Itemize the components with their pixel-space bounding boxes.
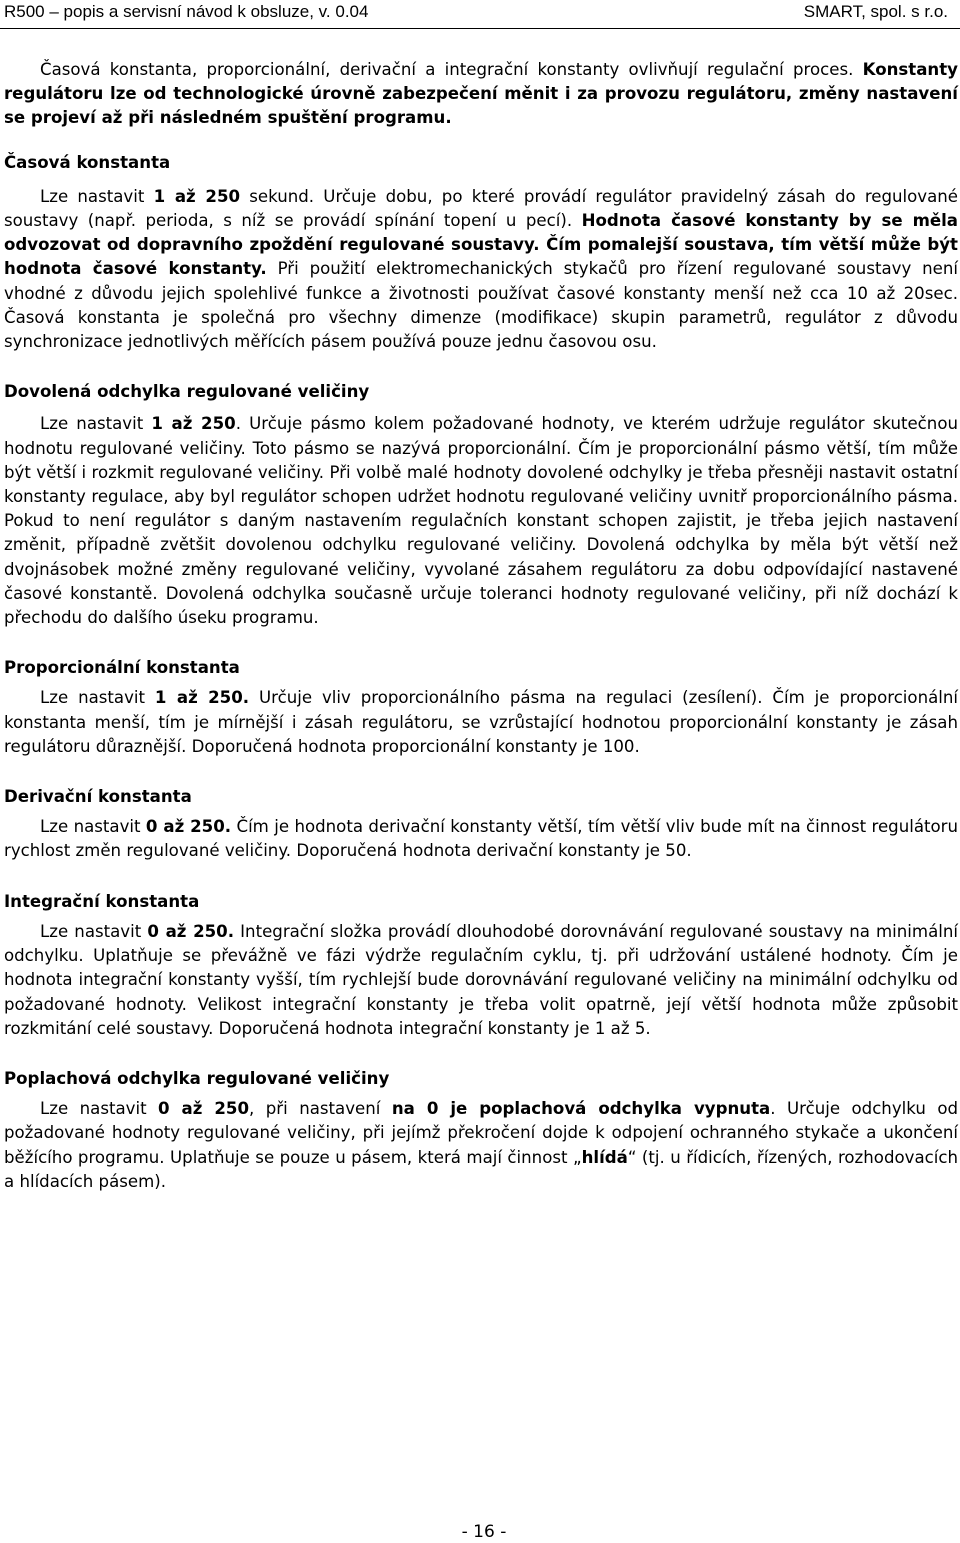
- intro-text: Časová konstanta, proporcionální, derivační a integrační konstanty ovlivňují regulační proces.: [40, 60, 854, 79]
- section-body-integral-constant: [4, 920, 958, 1041]
- page-number: - 16 -: [461, 1522, 507, 1542]
- text-run: Integrační složka provádí dlouhodobé dorovnávání regulované soustavy na minimální odchylku. Uplatňuje se převážně ve fázi výdrže regulačním cyklu, tj. při udržování ustálené hodnoty. Čím je hodnota integrační konstanty vyšší, tím rychlejší bude dorovnávání regulované veličiny na minimální odchylku od požadované hodnoty. Velikost integrační konstanty je třeba volit opatrně, její větší hodnota může způsobit rozkmitání celé soustavy. Doporučená hodnota integrační konstanty je 1 až 5.: [4, 921, 958, 1038]
- value-range: 1 až 250.: [154, 688, 250, 708]
- page-footer: [0, 1522, 960, 1542]
- section-title-integral-constant: Integrační konstanta: [4, 891, 200, 911]
- section-body-alarm-deviation: [4, 1097, 958, 1194]
- header-rule: [0, 28, 960, 29]
- section-title-alarm-deviation: Poplachová odchylka regulované veličiny: [4, 1068, 390, 1088]
- text-run: Lze nastavit: [40, 921, 148, 941]
- value-range: 1 až 250: [151, 414, 236, 434]
- value-range: 0 až 250: [158, 1099, 250, 1119]
- text-run: , při nastavení: [249, 1099, 392, 1119]
- text-run: Lze nastavit: [40, 186, 154, 206]
- text-run: Lze nastavit: [40, 688, 155, 708]
- header-document-title: R500 – popis a servisní návod k obsluze, v. 0.04: [4, 2, 369, 21]
- value-range: 0 až 250.: [147, 921, 235, 941]
- text-run: Čím je hodnota derivační konstanty větší, tím větší vliv bude mít na činnost regulátoru rychlost změn regulované veličiny. Doporučená hodnota derivační konstanty je 50.: [4, 817, 958, 861]
- emphasis-text: na 0 je poplachová odchylka vypnuta: [391, 1099, 771, 1119]
- section-title-time-constant: Časová konstanta: [4, 152, 171, 172]
- section-body-allowed-deviation: [4, 412, 958, 630]
- section-body-derivative-constant: [4, 815, 958, 863]
- section-title-allowed-deviation: Dovolená odchylka regulované veličiny: [4, 382, 370, 402]
- text-run: Lze nastavit: [40, 414, 152, 434]
- text-run: Při použití elektromechanických stykačů pro řízení regulované soustavy není vhodné z důvodu jejich spolehlivé funkce a životnosti používat časové konstanty menší než cca 10 až 20sec. Časová konstanta je společná pro všechny dimenze (modifikace) skupin parametrů, regulátor z důvodu synchronizace jednotlivých měřících pásem používá pouze jednu časovou osu.: [4, 259, 959, 352]
- text-run: sekund. Určuje dobu, po které provádí regulátor pravidelný zásah do regulované soustavy (např. perioda, s níž se provádí spínání topení u pecí).: [4, 186, 959, 231]
- page-body: [4, 58, 958, 1194]
- header-company: SMART, spol. s r.o.: [803, 2, 948, 21]
- value-range: 0 až 250.: [145, 817, 232, 837]
- text-run: Lze nastavit: [40, 817, 146, 837]
- section-title-proportional-constant: Proporcionální konstanta: [4, 658, 240, 678]
- text-run: . Určuje odchylku od požadované hodnoty regulované veličiny, při jejímž překročení dojde k odpojení ochranného stykače a ukončení běžícího programu. Uplatňuje se pouze u pásem, která mají činnost „: [4, 1099, 959, 1167]
- emphasis-text: hlídá: [581, 1147, 628, 1167]
- section-title-derivative-constant: Derivační konstanta: [4, 787, 192, 807]
- text-run: Lze nastavit: [40, 1099, 159, 1119]
- text-run: . Určuje pásmo kolem požadované hodnoty, ve kterém udržuje regulátor skutečnou hodnotu regulované veličiny. Toto pásmo se nazývá proporcionální. Čím je proporcionální pásmo větší, tím může být větší i rozkmit regulované veličiny. Při volbě malé hodnoty dovolené odchylky je třeba přesněji nastavit ostatní konstanty regulace, aby byl regulátor schopen udržet hodnotu regulované veličiny uvnitř proporcionálního pásma. Pokud to není regulátor s daným nastavením regulačních konstant schopen zajistit, je třeba jejich nastavení změnit, případně zvětšit dovolenou odchylku regulované veličiny. Dovolená odchylka by měla být větší než dvojnásobek možné změny regulované veličiny, vyvolané zásahem regulátoru za dobu odpovídající nastavené časové konstantě. Dovolená odchylka současně určuje toleranci hodnoty regulované veličiny, při níž dochází k přechodu do dalšího úseku programu.: [4, 414, 958, 628]
- page-header: [0, 0, 960, 40]
- intro-bold-text: Konstanty regulátoru lze od technologické úrovně zabezpečení měnit i za provozu regulátoru, změny nastavení se projeví až při následném spuštění programu.: [4, 60, 958, 128]
- text-run: Určuje vliv proporcionálního pásma na regulaci (zesílení). Čím je proporcionální konstanta menší, tím je mírnější i zásah regulátoru, se vzrůstající hodnotou proporcionální konstanty je zásah regulátoru důraznější. Doporučená hodnota proporcionální konstanty je 100.: [4, 688, 958, 756]
- value-range: 1 až 250: [153, 186, 241, 206]
- section-body-proportional-constant: [4, 686, 958, 759]
- intro-paragraph: [4, 58, 958, 131]
- emphasis-text: Hodnota časové konstanty by se měla odvozovat od dopravního zpoždění regulované soustavy. Čím pomalejší soustava, tím větší může být hodnota časové konstanty.: [4, 211, 958, 279]
- text-run: “ (tj. u řídicích, řízených, rozhodovacích a hlídacích pásem).: [4, 1147, 958, 1191]
- section-body-time-constant: [4, 185, 958, 354]
